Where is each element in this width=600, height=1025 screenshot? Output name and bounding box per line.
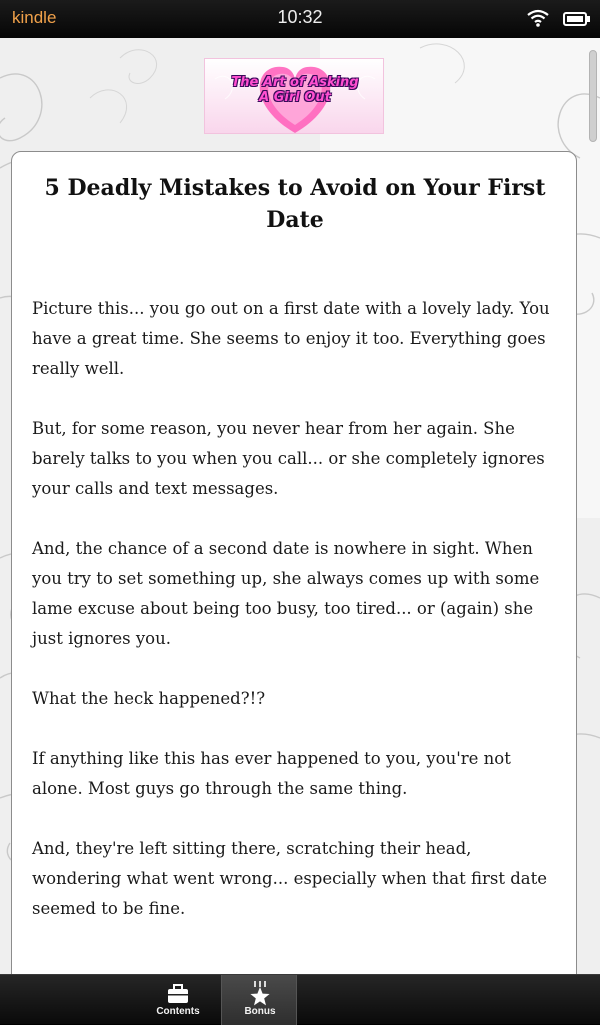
tab-bonus-label: Bonus: [244, 1006, 276, 1017]
article-title: 5 Deadly Mistakes to Avoid on Your First Date: [44, 175, 546, 233]
scrollbar-thumb[interactable]: [589, 50, 597, 142]
book-title-logo: [205, 75, 384, 105]
wifi-icon: [526, 8, 550, 28]
book-banner: [204, 58, 384, 134]
reader-content[interactable]: [0, 38, 600, 974]
article-body: [32, 294, 552, 954]
banner-line-2: A Girl Out: [259, 90, 331, 105]
briefcase-icon: [166, 981, 190, 1005]
article-card: [11, 151, 577, 974]
article-paragraph: What the heck happened?!?: [32, 689, 266, 708]
scrollbar-track[interactable]: [588, 38, 598, 974]
article-paragraph: If anything like this has ever happened to you, you're not alone. Most guys go through the same thing.: [32, 749, 511, 798]
status-clock: 10:32: [277, 7, 323, 27]
tab-bonus[interactable]: [221, 975, 297, 1025]
tab-contents-label: Contents: [156, 1006, 200, 1017]
bottom-tab-bar: [0, 974, 600, 1024]
article-paragraph: But, for some reason, you never hear from her again. She barely talks to you when you call... or she completely ignores your calls and text messages.: [32, 419, 545, 498]
kindle-brand: kindle: [12, 8, 57, 27]
banner-line-1: The Art of Asking: [231, 75, 359, 90]
article-paragraph: And, the chance of a second date is nowhere in sight. When you try to set something up, she always comes up with some lame excuse about being too busy, too tired... or (again) she just ignores you.: [32, 539, 540, 648]
tab-contents[interactable]: [140, 975, 216, 1025]
article-paragraph: And, they're left sitting there, scratching their head, wondering what went wrong... especially when that first date seemed to be fine.: [32, 839, 547, 918]
battery-icon: [563, 11, 591, 27]
star-icon: [248, 981, 272, 1007]
status-bar: [0, 0, 600, 38]
article-paragraph: Picture this... you go out on a first date with a lovely lady. You have a great time. She seems to enjoy it too. Everything goes really well.: [32, 299, 550, 378]
